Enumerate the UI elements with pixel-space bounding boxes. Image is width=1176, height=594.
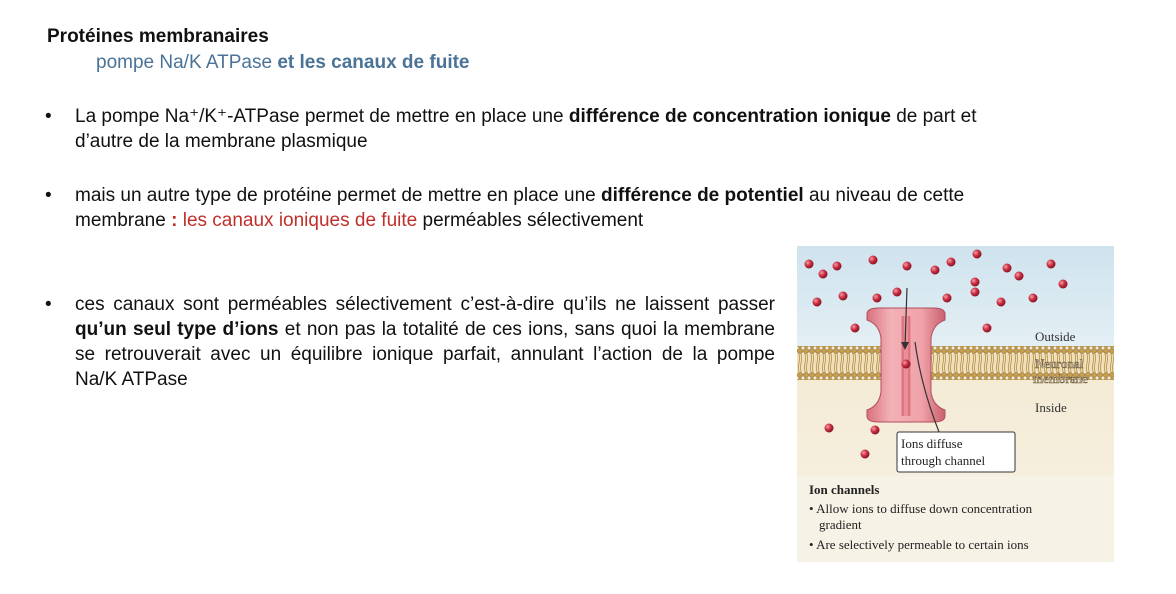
ion-channel-figure — [797, 246, 1114, 562]
caption-item-1b: gradient — [819, 517, 862, 532]
subtitle-bold: et les canaux de fuite — [277, 52, 470, 73]
ion-particle — [839, 292, 848, 301]
text-bold: différence de potentiel — [600, 185, 804, 206]
text-segment: La pompe Na⁺/K⁺-ATPase permet de mettre en place une — [75, 106, 569, 127]
ion-particle — [1029, 294, 1038, 303]
bullet-text — [75, 292, 775, 392]
text-segment: et non pas la totalité de ces ions, sans quoi la membrane se retrouverait avec un équilibre ionique parfait, annulant l’action de la pompe Na/K ATPase — [75, 319, 775, 390]
caption-item-1a: • Allow ions to diffuse down concentration — [809, 501, 1033, 516]
label-outside: Outside — [1035, 329, 1076, 344]
text-segment: au niveau de cette — [803, 185, 965, 206]
slide-subtitle — [96, 52, 470, 74]
ion-particle — [971, 278, 980, 287]
ion-particle — [1003, 264, 1012, 273]
caption-item-2: • Are selectively permeable to certain ions — [809, 537, 1029, 552]
subtitle-plain: pompe Na/K ATPase — [96, 52, 278, 73]
ion-particle — [869, 256, 878, 265]
caption-title: Ion channels — [809, 482, 880, 497]
ion-particle — [819, 270, 828, 279]
ion-particle — [983, 324, 992, 333]
text-red: les canaux ioniques de fuite — [177, 210, 418, 231]
ion-particle — [825, 424, 834, 433]
ion-particle — [947, 258, 956, 267]
ion-particle — [833, 262, 842, 271]
slide-title: Protéines membranaires — [47, 26, 269, 47]
label-membrane-1: Neuronal — [1035, 356, 1084, 371]
bullet-marker: • — [45, 294, 52, 315]
text-segment: de part et — [890, 106, 977, 127]
ion-particle — [805, 260, 814, 269]
ion-particle — [1047, 260, 1056, 269]
text-colon: : — [171, 210, 178, 231]
bullet-marker: • — [45, 185, 52, 206]
label-inside: Inside — [1035, 400, 1067, 415]
ion-particle — [931, 266, 940, 275]
ion-particle — [903, 262, 912, 271]
ion-particle — [943, 294, 952, 303]
text-segment: mais un autre type de protéine permet de mettre en place une — [75, 185, 601, 206]
ion-particle — [973, 250, 982, 259]
label-membrane-2: membrane — [1033, 371, 1088, 386]
ion-particle — [861, 450, 870, 459]
bullet-text — [75, 183, 964, 233]
text-bold: différence de concentration ionique — [568, 106, 891, 127]
bullet-text — [75, 104, 976, 154]
ion-particle — [873, 294, 882, 303]
ion-particle — [851, 324, 860, 333]
text-segment: membrane — [75, 210, 172, 231]
ion-channel-diagram — [797, 246, 1114, 562]
text-segment: d’autre de la membrane plasmique — [75, 131, 368, 152]
text-segment: perméables sélectivement — [417, 210, 644, 231]
ion-particle — [813, 298, 822, 307]
ion-particle — [893, 288, 902, 297]
bullet-marker: • — [45, 106, 52, 127]
ion-particle — [1015, 272, 1024, 281]
callout-line-2: through channel — [901, 453, 986, 468]
text-bold: qu’un seul type d’ions — [75, 319, 279, 340]
ion-particle — [871, 426, 880, 435]
ion-particle — [1059, 280, 1068, 289]
callout-line-1: Ions diffuse — [901, 436, 963, 451]
text-segment: ces canaux sont perméables sélectivement c’est-à-dire qu’ils ne laissent passer — [75, 294, 775, 315]
ion-particle — [997, 298, 1006, 307]
ion-particle — [971, 288, 980, 297]
